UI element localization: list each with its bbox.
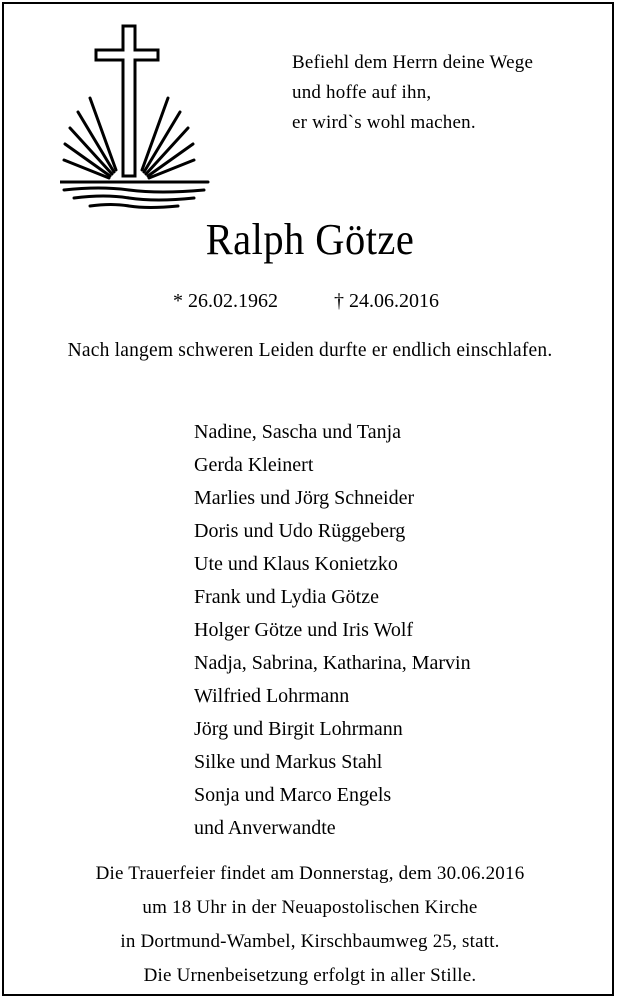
mourner-line: Nadja, Sabrina, Katharina, Marvin xyxy=(194,652,471,674)
mourner-line: Silke und Markus Stahl xyxy=(194,751,383,773)
notice-line: in Dortmund-Wambel, Kirschbaumweg 25, statt. xyxy=(120,931,500,952)
notice-line: Die Urnenbeisetzung erfolgt in aller Stille. xyxy=(143,965,477,986)
mourner-line: Wilfried Lohrmann xyxy=(194,685,350,707)
bible-verse xyxy=(292,48,533,138)
verse-line: er wird`s wohl machen. xyxy=(292,112,476,133)
mourner-line: Marlies und Jörg Schneider xyxy=(194,487,415,509)
verse-line: und hoffe auf ihn, xyxy=(292,82,432,103)
funeral-notice xyxy=(0,857,620,993)
mourners-list xyxy=(194,416,471,845)
mourner-line: Ute und Klaus Konietzko xyxy=(194,553,398,575)
mourner-line: Gerda Kleinert xyxy=(194,454,314,476)
epitaph: Nach langem schweren Leiden durfte er endlich einschlafen. xyxy=(67,340,553,361)
notice-line: um 18 Uhr in der Neuapostolischen Kirche xyxy=(142,897,478,918)
notice-line: Die Trauerfeier findet am Donnerstag, dem 30.06.2016 xyxy=(95,863,525,884)
mourner-line: Frank und Lydia Götze xyxy=(194,586,379,608)
mourner-line: Sonja und Marco Engels xyxy=(194,784,392,806)
deceased-name: Ralph Götze xyxy=(205,215,415,264)
verse-line: Befiehl dem Herrn deine Wege xyxy=(292,52,534,73)
mourner-line: Nadine, Sascha und Tanja xyxy=(194,421,402,443)
mourner-line: Jörg und Birgit Lohrmann xyxy=(194,718,403,740)
death-date: † 24.06.2016 xyxy=(334,290,439,312)
mourner-line: Holger Götze und Iris Wolf xyxy=(194,619,414,641)
cross-sunrise-water-icon xyxy=(60,20,210,216)
birth-date: * 26.02.1962 xyxy=(173,290,278,312)
mourner-line: und Anverwandte xyxy=(194,817,336,839)
mourner-line: Doris und Udo Rüggeberg xyxy=(194,520,406,542)
